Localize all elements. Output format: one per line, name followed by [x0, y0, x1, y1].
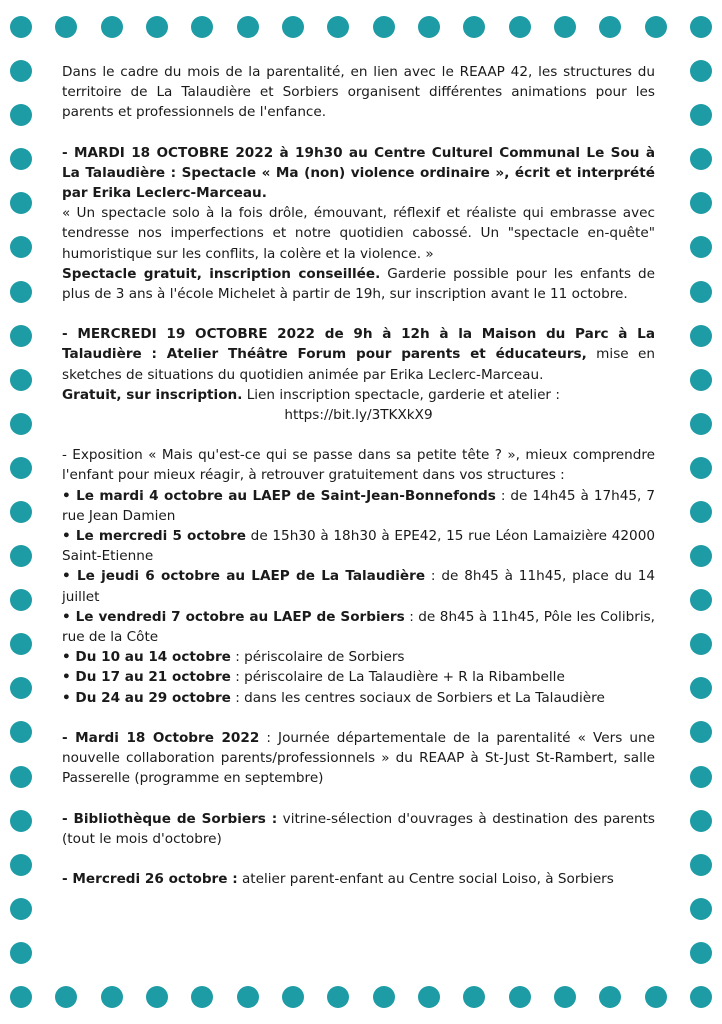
border-dot [418, 986, 440, 1008]
border-dot [10, 413, 32, 435]
event-journee-desc: : Journée départementale de la parentalité « Vers une nouvelle collaboration parents/professionnels » du REAAP à St-Just St-Rambert, salle Passerelle (programme en septembre) [62, 729, 655, 787]
event-spectacle [62, 143, 655, 204]
border-dot [10, 766, 32, 788]
event-spectacle-heading: - MARDI 18 OCTOBRE 2022 à 19h30 au Centre Culturel Communal Le Sou à La Talaudière : Spectacle « Ma (non) violence ordinaire », écrit et interprété par Erika Leclerc-Marceau. [62, 144, 655, 202]
expo-item-details: : de 14h45 à 17h45, 7 rue Jean Damien [62, 487, 655, 524]
expo-list [62, 486, 655, 708]
border-dot [327, 986, 349, 1008]
border-dot [690, 325, 712, 347]
expo-item-details: : de 8h45 à 11h45, place du 14 juillet [62, 568, 655, 605]
event-spectacle-quote: « Un spectacle solo à la fois drôle, émouvant, réflexif et réaliste qui embrasse avec tendresse nos imperfections et notre quotidien cabossé. Un "spectacle en-quête" humoristique sur les conflits, la colère et la violence. » [62, 205, 655, 262]
event-atelier-link-label: Lien inscription spectacle, garderie et atelier : [242, 386, 560, 403]
event-atelier-heading: - MERCREDI 19 OCTOBRE 2022 de 9h à 12h à la Maison du Parc à La Talaudière : Atelier Théâtre Forum pour parents et éducateurs, [62, 326, 655, 363]
border-dot [10, 104, 32, 126]
expo-list-item [62, 688, 655, 708]
border-dot [10, 810, 32, 832]
border-dot [191, 986, 213, 1008]
border-dot [690, 721, 712, 743]
border-dot [690, 192, 712, 214]
border-dot [10, 633, 32, 655]
border-dot [690, 236, 712, 258]
expo-list-item [62, 667, 655, 687]
expo-item-details: : dans les centres sociaux de Sorbiers et La Talaudière [230, 689, 605, 706]
border-dot [10, 721, 32, 743]
border-dot [237, 16, 259, 38]
border-dot [690, 810, 712, 832]
event-atelier-desc: mise en sketches de situations du quotidien animée par Erika Leclerc-Marceau. [62, 346, 655, 383]
event-atelier-info [62, 385, 655, 405]
expo-item-date: • Du 10 au 14 octobre [62, 649, 231, 666]
border-dot [55, 986, 77, 1008]
border-dot [10, 501, 32, 523]
border-dot [690, 16, 712, 38]
border-dot [10, 942, 32, 964]
expo-item-details: de 15h30 à 18h30 à EPE42, 15 rue Léon Lamaizière 42000 Saint-Etienne [62, 528, 655, 565]
border-dot [690, 148, 712, 170]
border-dot [101, 986, 123, 1008]
border-dot [690, 677, 712, 699]
border-dot [373, 16, 395, 38]
intro-paragraph: Dans le cadre du mois de la parentalité, en lien avec le REAAP 42, les structures du territoire de La Talaudière et Sorbiers organisent différentes animations pour les parents et professionnels de l'enfance. [62, 64, 655, 121]
border-dot [373, 986, 395, 1008]
border-dot [10, 325, 32, 347]
event-atelier-free: Gratuit, sur inscription. [62, 386, 243, 403]
border-dot [10, 60, 32, 82]
event-bibliotheque-desc: vitrine-sélection d'ouvrages à destination des parents (tout le mois d'octobre) [62, 810, 655, 847]
border-dot [690, 281, 712, 303]
border-dot [690, 60, 712, 82]
expo-list-item [62, 486, 655, 526]
expo-item-date: • Le mardi 4 octobre au LAEP de Saint-Jean-Bonnefonds [62, 487, 496, 504]
event-mercredi [62, 869, 655, 889]
border-dot [690, 766, 712, 788]
border-dot [645, 16, 667, 38]
border-dot [10, 677, 32, 699]
border-dot [554, 986, 576, 1008]
border-dot [191, 16, 213, 38]
border-dot [690, 633, 712, 655]
event-journee [62, 728, 655, 789]
border-dot [690, 104, 712, 126]
flyer-content [62, 62, 655, 889]
expo-intro: - Exposition « Mais qu'est-ce qui se passe dans sa petite tête ? », mieux comprendre l'enfant pour mieux réagir, à retrouver gratuitement dans vos structures : [62, 447, 655, 484]
border-dot [10, 236, 32, 258]
border-dot [463, 986, 485, 1008]
expo-item-date: • Le jeudi 6 octobre au LAEP de La Talaudière [62, 568, 426, 585]
expo-list-item [62, 566, 655, 606]
border-dot [282, 986, 304, 1008]
border-dot [101, 16, 123, 38]
border-dot [418, 16, 440, 38]
border-dot [690, 457, 712, 479]
registration-link[interactable]: https://bit.ly/3TKXkX9 [284, 407, 433, 424]
expo-item-details: : périscolaire de La Talaudière + R la Ribambelle [230, 669, 565, 686]
event-spectacle-childcare: Garderie possible pour les enfants de plus de 3 ans à l'école Michelet à partir de 19h, sur inscription avant le 11 octobre. [62, 265, 655, 303]
border-dot [10, 898, 32, 920]
border-dot [10, 986, 32, 1008]
event-spectacle-free: Spectacle gratuit, inscription conseillée. [62, 265, 381, 282]
border-dot [599, 986, 621, 1008]
expo-item-details: : de 8h45 à 11h45, Pôle les Colibris, rue de la Côte [62, 608, 655, 646]
border-dot [10, 148, 32, 170]
border-dot [10, 281, 32, 303]
border-dot [10, 369, 32, 391]
border-dot [599, 16, 621, 38]
border-dot [690, 369, 712, 391]
border-dot [10, 192, 32, 214]
border-dot [463, 16, 485, 38]
border-dot [690, 854, 712, 876]
expo-item-details: : périscolaire de Sorbiers [230, 649, 405, 666]
border-dot [10, 854, 32, 876]
border-dot [146, 16, 168, 38]
border-dot [237, 986, 259, 1008]
event-journee-heading: - Mardi 18 Octobre 2022 [62, 729, 260, 746]
border-dot [690, 986, 712, 1008]
expo-list-item [62, 647, 655, 667]
border-dot [690, 413, 712, 435]
event-bibliotheque-heading: - Bibliothèque de Sorbiers : [62, 810, 278, 827]
border-dot [509, 16, 531, 38]
expo-list-item [62, 526, 655, 566]
event-spectacle-info [62, 264, 655, 304]
expo-item-date: • Du 17 au 21 octobre [62, 669, 231, 686]
expo-item-date: • Du 24 au 29 octobre [62, 689, 231, 706]
expo-item-date: • Le mercredi 5 octobre [62, 528, 246, 545]
border-dot [509, 986, 531, 1008]
border-dot [10, 16, 32, 38]
border-dot [282, 16, 304, 38]
border-dot [645, 986, 667, 1008]
border-dot [690, 545, 712, 567]
event-atelier [62, 324, 655, 385]
event-bibliotheque [62, 809, 655, 849]
expo-item-date: • Le vendredi 7 octobre au LAEP de Sorbiers [62, 608, 405, 625]
border-dot [55, 16, 77, 38]
border-dot [10, 457, 32, 479]
border-dot [10, 545, 32, 567]
event-mercredi-desc: atelier parent-enfant au Centre social Loiso, à Sorbiers [237, 870, 614, 887]
border-dot [690, 589, 712, 611]
border-dot [327, 16, 349, 38]
expo-list-item [62, 607, 655, 647]
border-dot [146, 986, 168, 1008]
border-dot [690, 942, 712, 964]
border-dot [554, 16, 576, 38]
border-dot [10, 589, 32, 611]
event-mercredi-heading: - Mercredi 26 octobre : [62, 870, 238, 887]
border-dot [690, 501, 712, 523]
border-dot [690, 898, 712, 920]
